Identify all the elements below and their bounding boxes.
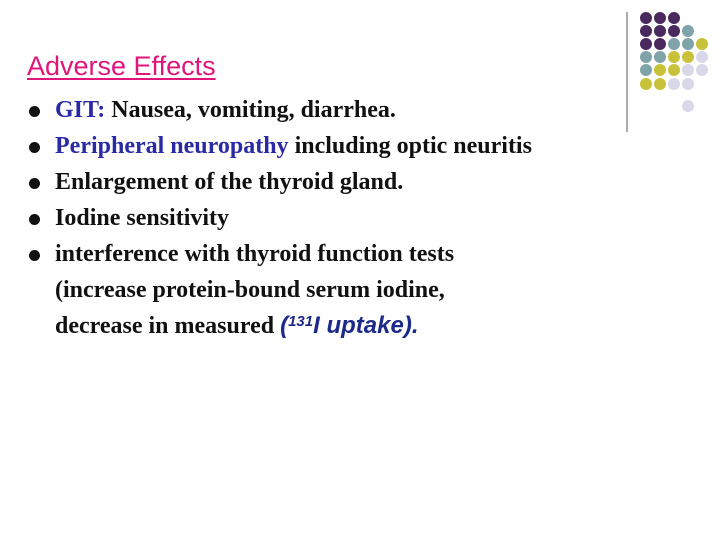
bullet-text: Iodine sensitivity	[55, 205, 230, 231]
grid-dot	[682, 51, 694, 63]
bullet-list	[26, 92, 716, 344]
bullet-item-git	[26, 92, 716, 128]
slide-title: Adverse Effects	[27, 51, 216, 81]
bullet-dot	[29, 106, 40, 117]
grid-dot	[696, 38, 708, 50]
bullet-text: Enlargement of the thyroid gland.	[55, 169, 404, 195]
bullet-continuation-line	[26, 308, 716, 344]
grid-dot	[668, 38, 680, 50]
bullet-dot	[29, 214, 40, 225]
bullet-label: GIT:	[55, 97, 106, 123]
grid-dot	[682, 25, 694, 37]
grid-dot	[640, 25, 652, 37]
bullet-item-thyroid	[26, 164, 716, 200]
grid-dot	[668, 78, 680, 90]
grid-dot	[654, 12, 666, 24]
bullet-dot	[29, 178, 40, 189]
bullet-item-iodine	[26, 200, 716, 236]
bullet-dot	[29, 250, 40, 261]
grid-dot	[654, 64, 666, 76]
grid-dot	[640, 78, 652, 90]
bullet-dot	[29, 142, 40, 153]
grid-dot	[682, 64, 694, 76]
bullet-item-neuropathy	[26, 128, 716, 164]
grid-dot	[668, 64, 680, 76]
grid-dot	[682, 38, 694, 50]
bullet-text: including optic neuritis	[288, 133, 532, 159]
grid-dot	[696, 51, 708, 63]
grid-dot	[640, 64, 652, 76]
grid-dot	[640, 12, 652, 24]
grid-dot	[668, 25, 680, 37]
grid-dot	[640, 51, 652, 63]
isotope-superscript: 131	[288, 313, 314, 330]
grid-dot	[654, 25, 666, 37]
grid-dot	[696, 64, 708, 76]
bullet-label: Peripheral neuropathy	[55, 133, 289, 159]
grid-dot	[668, 51, 680, 63]
sentence-end: .	[411, 312, 419, 339]
paren-open: (	[280, 312, 289, 339]
grid-dot	[668, 12, 680, 24]
bullet-item-interference	[26, 236, 716, 272]
continuation-prefix: decrease in measured	[55, 313, 281, 339]
bullet-continuation-line: (increase protein-bound serum iodine,	[55, 277, 445, 303]
grid-dot	[640, 38, 652, 50]
grid-dot	[682, 78, 694, 90]
grid-dot	[654, 78, 666, 90]
grid-dot	[654, 51, 666, 63]
grid-dot	[654, 38, 666, 50]
bullet-text: interference with thyroid function tests	[55, 241, 455, 267]
bullet-text: Nausea, vomiting, diarrhea.	[105, 97, 396, 123]
uptake-text: I uptake)	[313, 312, 412, 339]
